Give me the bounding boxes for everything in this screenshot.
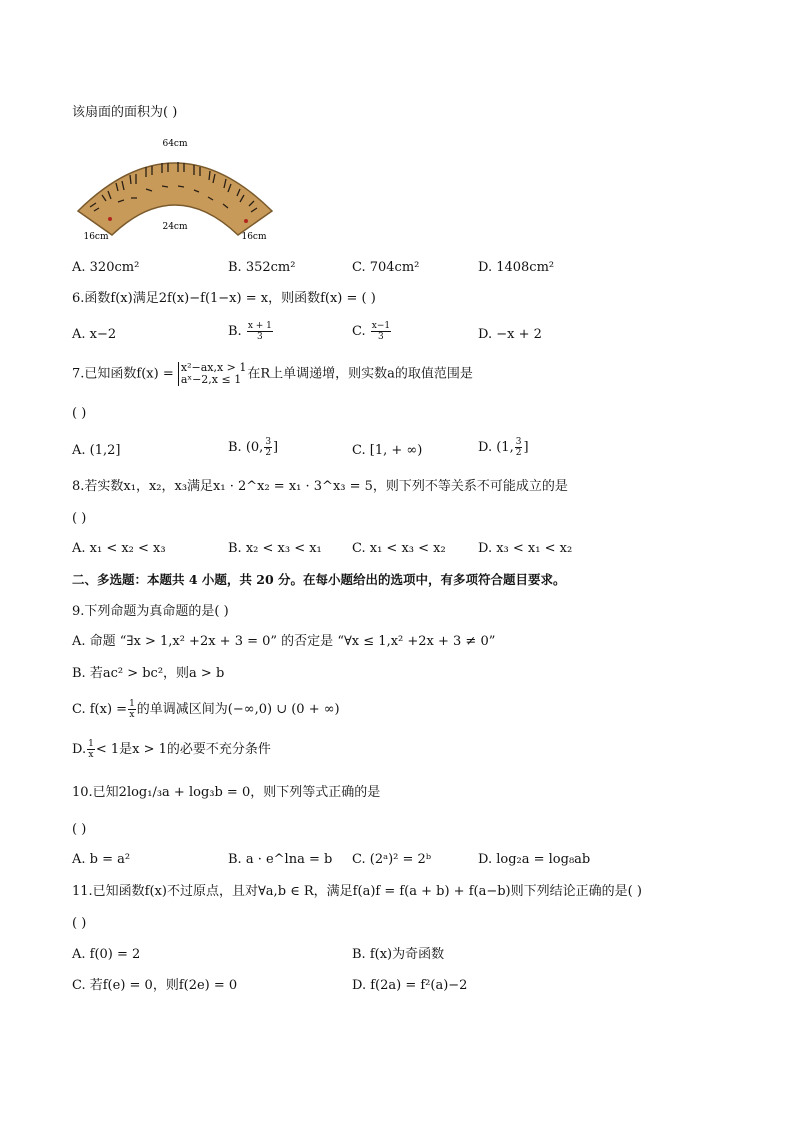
fan-label-inner: 24cm — [162, 222, 188, 232]
q11-option-c: C. 若f(e) = 0，则f(2e) = 0 — [72, 978, 238, 993]
q7-option-a: A. (1,2] — [72, 443, 121, 458]
q9-stem: 9.下列命题为真命题的是( ) — [72, 604, 229, 619]
q8-option-b: B. x₂ < x₃ < x₁ — [228, 541, 322, 556]
q6-option-c: C. $\frac{x-1}{3}$ — [352, 321, 391, 342]
q6-option-a: A. x−2 — [72, 327, 117, 342]
q7-stem: 7.已知函数f(x) = x²−ax,x > 1 aˣ−2,x ≤ 1 在R上单调递增，则实数a的取值范围是 — [72, 361, 473, 386]
q11-option-b: B. f(x)为奇函数 — [352, 947, 445, 962]
q6-option-b: B. $\frac{x + 1}{3}$ — [228, 321, 272, 342]
q5-stem: 该扇面的面积为( ) — [72, 105, 178, 120]
q5-option-c: C. 704cm² — [352, 260, 420, 275]
q10-stem: 10.已知2log₁/₃a + log₃b = 0，则下列等式正确的是 — [72, 785, 381, 800]
q8-option-c: C. x₁ < x₃ < x₂ — [352, 541, 446, 556]
q11-option-a: A. f(0) = 2 — [72, 947, 141, 962]
q7-paren: ( ) — [72, 406, 87, 421]
q9-option-b: B. 若ac² > bc²，则a > b — [72, 666, 225, 681]
q11-paren: ( ) — [72, 916, 87, 931]
q7-option-c: C. [1, + ∞) — [352, 443, 423, 458]
q9-option-a: A. 命题 “∃x > 1,x² +2x + 3 = 0” 的否定是 “∀x ≤ 1,x² +2x + 3 ≠ 0” — [72, 634, 496, 649]
q10-option-c: C. (2ᵃ)² = 2ᵇ — [352, 852, 432, 867]
q7-option-b: B. (0, $\frac{3}{2}$ ] — [228, 437, 279, 458]
q11-option-d: D. f(2a) = f²(a)−2 — [352, 978, 468, 993]
section-heading: 二、多选题：本题共 4 小题，共 20 分。在每小题给出的选项中，有多项符合题目要求。 — [72, 572, 566, 587]
q8-paren: ( ) — [72, 511, 87, 526]
fan-label-left: 16cm — [83, 232, 109, 242]
q10-paren: ( ) — [72, 822, 87, 837]
q8-option-a: A. x₁ < x₂ < x₃ — [72, 541, 166, 556]
q6-option-d: D. −x + 2 — [478, 327, 542, 342]
q5-option-b: B. 352cm² — [228, 260, 296, 275]
q8-option-d: D. x₃ < x₁ < x₂ — [478, 541, 573, 556]
q7-option-d: D. (1, $\frac{3}{2}$ ] — [478, 437, 529, 458]
q7-piecewise: x²−ax,x > 1 aˣ−2,x ≤ 1 — [178, 362, 247, 386]
q9-option-d: D. $\frac{1}{x}$ < 1是x > 1的必要不充分条件 — [72, 739, 271, 760]
q11-stem: 11.已知函数f(x)不过原点，且对∀a,b ∈ R，满足f(a)f = f(a + b) + f(a−b)则下列结论正确的是( ) — [72, 884, 642, 899]
q5-option-d: D. 1408cm² — [478, 260, 555, 275]
fan-label-right: 16cm — [241, 232, 267, 242]
q10-option-d: D. log₂a = log₈ab — [478, 852, 591, 867]
q8-stem: 8.若实数x₁，x₂，x₃满足x₁ · 2^x₂ = x₁ · 3^x₃ = 5，则下列不等关系不可能成立的是 — [72, 479, 568, 494]
q10-option-a: A. b = a² — [72, 852, 131, 867]
fan-label-top: 64cm — [162, 139, 188, 149]
q10-option-b: B. a · e^lna = b — [228, 852, 333, 867]
q9-option-c: C. f(x) = $\frac{1}{x}$ 的单调减区间为(−∞,0) ∪ (0 + ∞) — [72, 699, 340, 720]
fan-figure — [70, 135, 280, 243]
q5-option-a: A. 320cm² — [72, 260, 140, 275]
q6-stem: 6.函数f(x)满足2f(x)−f(1−x) = x，则函数f(x) = ( ) — [72, 291, 376, 306]
